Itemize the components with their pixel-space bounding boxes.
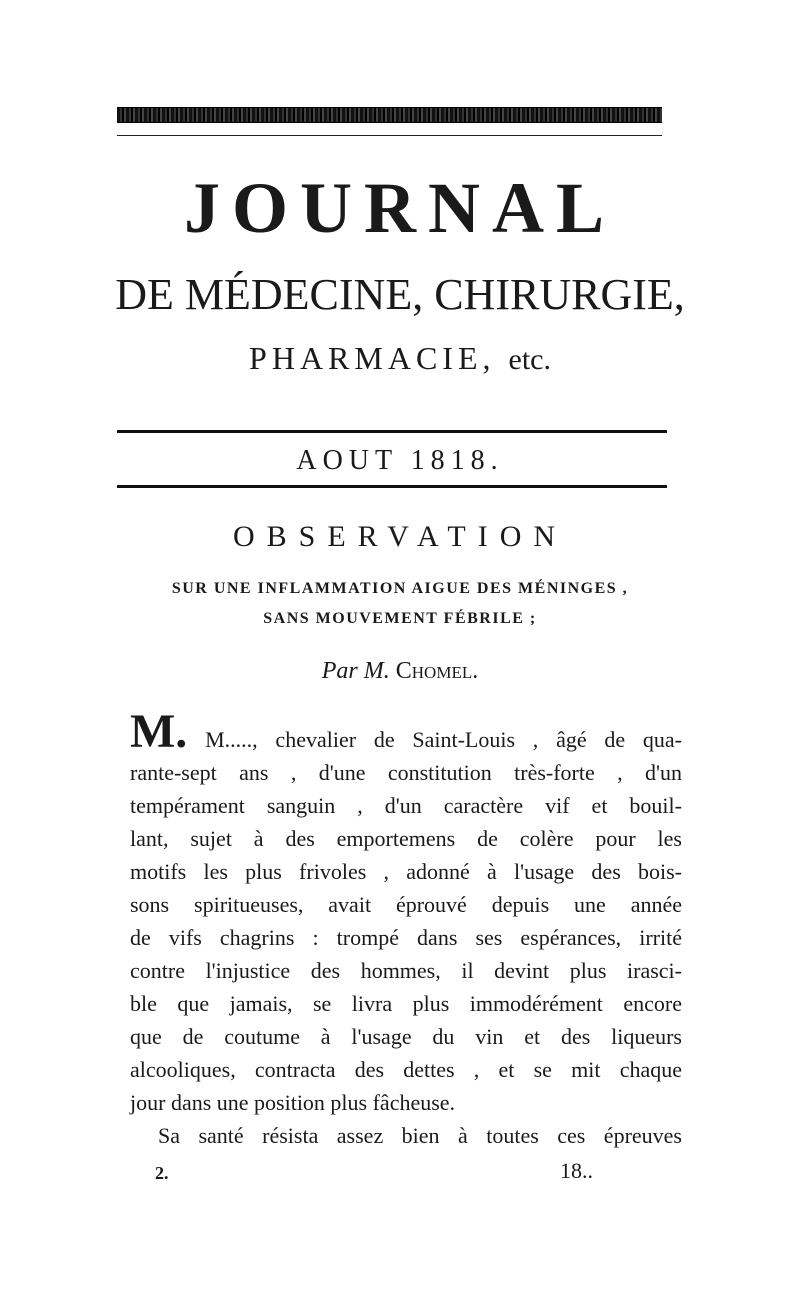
body-line: M. M....., chevalier de Saint-Louis , âgé de qua-	[130, 705, 683, 758]
body-line: alcooliques, contracta des dettes , et se mit chaque	[130, 1057, 682, 1082]
byline-par: Par M.	[321, 658, 390, 684]
journal-subtitle: DE MÉDECINE, CHIRURGIE,	[115, 270, 685, 319]
body-line: jour dans une position plus fâcheuse.	[130, 1090, 456, 1115]
signature-mark: 2.	[155, 1163, 169, 1183]
pharmacie-label: PHARMACIE,	[249, 340, 496, 376]
body-line: que de coutume à l'usage du vin et des liqueurs	[130, 1024, 682, 1049]
header-rule	[117, 135, 662, 136]
body-line: contre l'injustice des hommes, il devint plus irasci-	[130, 958, 682, 983]
journal-title: JOURNAL	[183, 168, 616, 248]
article-heading: OBSERVATION	[232, 520, 568, 553]
body-line: lant, sujet à des emportemens de colère pour les	[130, 826, 682, 851]
byline-author: Chomel.	[395, 658, 479, 684]
date-rule-top	[117, 430, 667, 433]
ornament-bar	[117, 107, 662, 123]
body-line: ble que jamais, se livra plus immodérément encore	[130, 991, 682, 1016]
journal-subtitle-line2	[0, 338, 800, 380]
article-subheading-1: SUR UNE INFLAMMATION AIGUE DES MÉNINGES ,	[171, 580, 629, 597]
body-line: sons spiritueuses, avait éprouvé depuis une année	[130, 892, 682, 917]
drop-cap: M.	[130, 705, 188, 758]
body-line: de vifs chagrins : trompé dans ses espérances, irrité	[130, 925, 682, 950]
body-line: tempérament sanguin , d'un caractère vif et bouil-	[130, 793, 682, 818]
article-body	[130, 705, 683, 1152]
etc-label: etc.	[508, 343, 551, 376]
date-rule-bottom	[117, 485, 667, 488]
page-mark: 18..	[560, 1158, 593, 1183]
body-line: motifs les plus frivoles , adonné à l'usage des bois-	[130, 859, 682, 884]
body-line: Sa santé résista assez bien à toutes ces épreuves	[158, 1123, 682, 1148]
body-line: rante-sept ans , d'une constitution très-forte , d'un	[130, 760, 682, 785]
byline	[0, 655, 800, 687]
issue-date: AOUT 1818.	[296, 445, 504, 476]
article-subheading-2: SANS MOUVEMENT FÉBRILE ;	[263, 610, 537, 627]
